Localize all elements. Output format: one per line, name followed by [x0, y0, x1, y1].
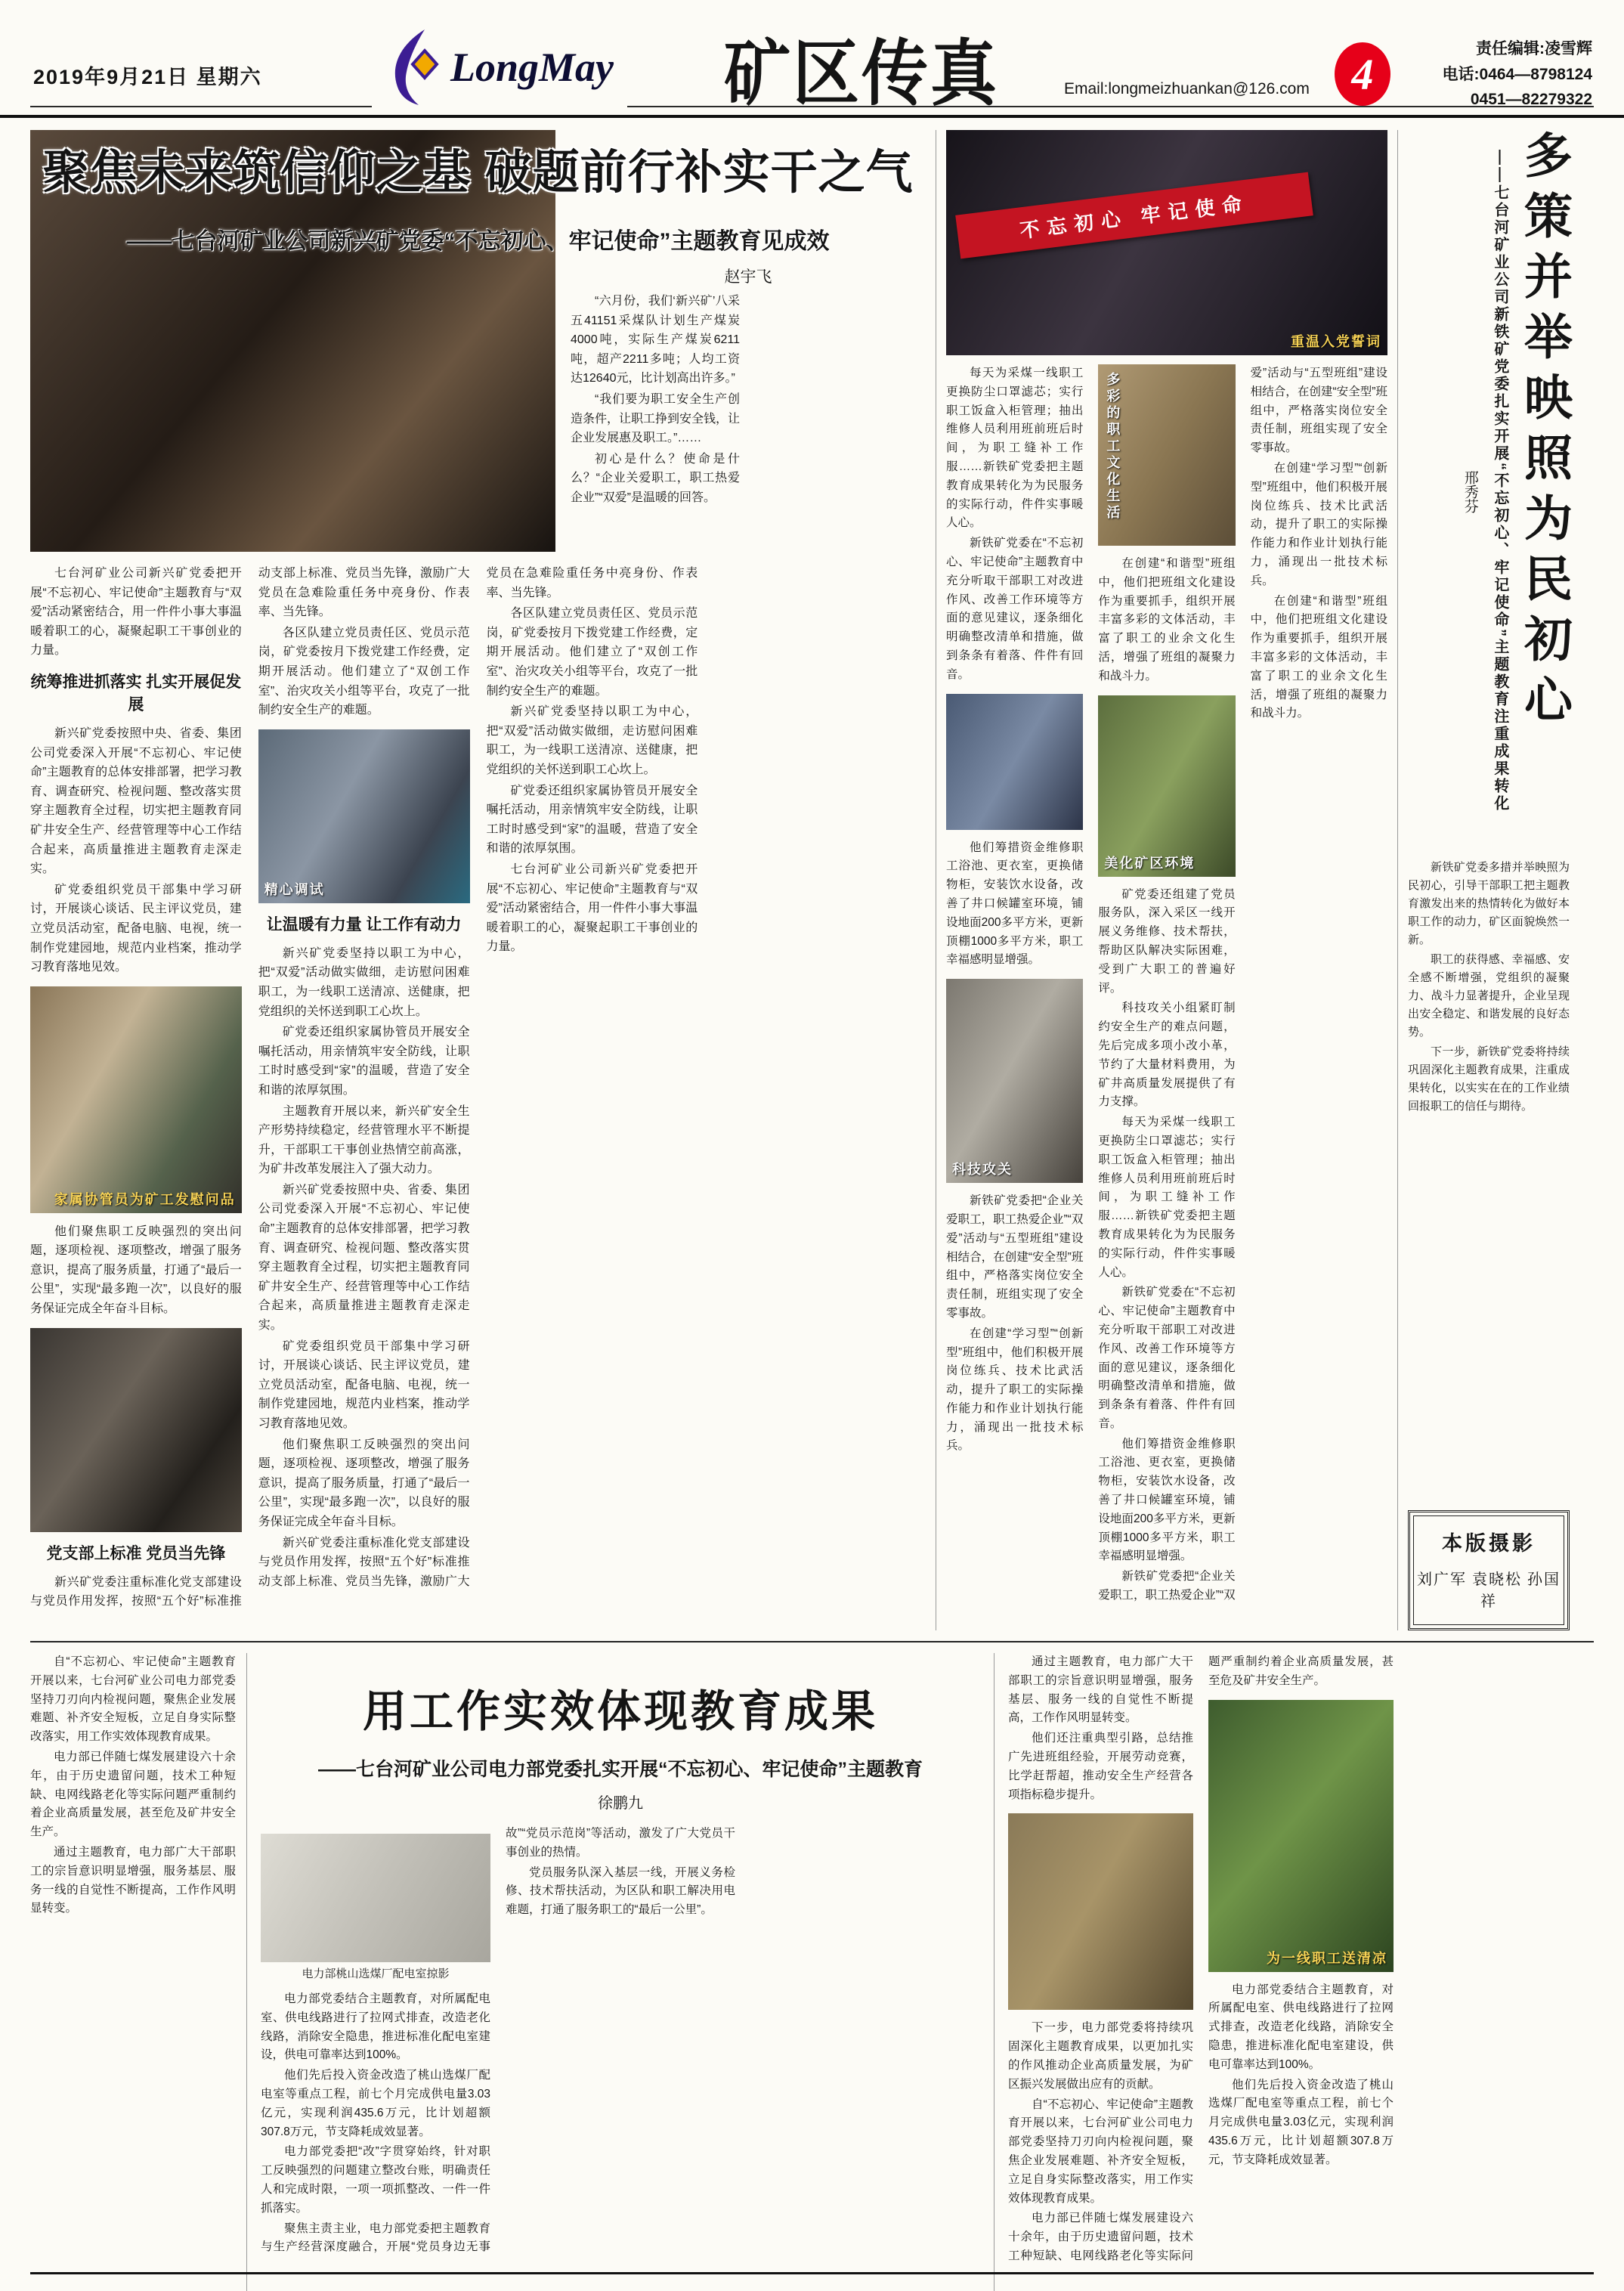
photo-caption: 美化矿区环境 — [1104, 855, 1196, 871]
paragraph: 在创建“学习型”“创新型”班组中，他们积极开展岗位练兵、技术比武活动，提升了职工的实际操作能力和作业计划执行能力，涌现出一批技术标兵。 — [1250, 461, 1387, 587]
contact-email: Email:longmeizhuankan@126.com — [1064, 80, 1310, 98]
paragraph: 在创建“和谐型”班组中，他们把班组文化建设作为重要抓手，组织开展丰富多彩的文体活动，丰富了职工的业余文化生活，增强了班组的凝聚力和战斗力。 — [1098, 557, 1236, 683]
paragraph: 新兴矿党委坚持以职工为中心，把“双爱”活动做实做细，走访慰问困难职工，为一线职工送清凉、送健康，把党组织的关怀送到职工心坎上。 — [258, 946, 470, 1018]
paragraph: 他们还注重典型引路，总结推广先进班组经验，开展劳动竞赛，比学赶帮超，推动安全生产经营各项指标稳步提升。 — [1008, 1732, 1193, 1801]
photo-oath-ceremony — [946, 130, 1387, 355]
paragraph: 各区队建立党员责任区、党员示范岗，矿党委按月下拨党建工作经费，定期开展活动。他们建立了“双创工作室”、治灾攻关小组等平台，攻克了一批制约安全生产的难题。 — [486, 607, 698, 698]
paragraph: 电力部党委结合主题教育，对所属配电室、供电线路进行了拉网式排查，改造老化线路，消除安全隐患，推进标准化配电室建设，供电可靠率达到100%。 — [261, 1992, 490, 2062]
paragraph: 下一步，新铁矿党委将持续巩固深化主题教育成果，注重成果转化，以实实在在的工作业绩回报职工的信任与期待。 — [1408, 1045, 1570, 1113]
article-right-subhead: ——七台河矿业公司新铁矿党委扎实开展“不忘初心、牢记使命”主题教育注重成果转化 — [1491, 150, 1508, 813]
paragraph: 矿党委还组织家属协管员开展安全嘱托活动，用亲情筑牢安全防线，让职工时时感受到“家”的温暖，营造了安全和谐的浓厚氛围。 — [486, 784, 698, 856]
photo-machine-repair — [258, 729, 470, 903]
bottom-article-left-column — [30, 1653, 247, 2291]
photo-worker-team — [946, 694, 1083, 830]
bottom-article — [30, 1641, 1594, 2291]
editor-name: 责任编辑:凌雪辉 — [1476, 40, 1592, 57]
photo-caption: 家属协管员为矿工发慰问品 — [54, 1191, 236, 1207]
article-right — [946, 130, 1387, 1630]
bottom-article-right — [995, 1653, 1594, 2291]
article-right-tail — [1408, 859, 1570, 1503]
paragraph: 自“不忘初心、牢记使命”主题教育开展以来，七台河矿业公司电力部党委坚持刀刃向内检视问题，聚焦企业发展难题、补齐安全短板，立足自身实际整改落实，用工作实效体现教育成果。 — [30, 1655, 236, 1744]
paragraph: 新兴矿党委按照中央、省委、集团公司党委深入开展“不忘初心、牢记使命”主题教育的总体安排部署，把学习教育、调查研究、检视问题、整改落实贯穿主题教育全过程，切实把主题教育同矿井安全生产、经营管理等中心工作结合起来，高质量推进主题教育走深走实。 — [30, 726, 242, 876]
paragraph: 电力部党委结合主题教育，对所属配电室、供电线路进行了拉网式排查，改造老化线路，消除安全隐患，推进标准化配电室建设，供电可靠率达到100%。 — [1208, 1983, 1394, 2071]
masthead-bar — [0, 0, 1624, 118]
paragraph: 矿党委还组织家属协管员开展安全嘱托活动，用亲情筑牢安全防线，让职工时时感受到“家”的温暖，营造了安全和谐的浓厚氛围。 — [258, 1026, 470, 1097]
brand-wordmark: LongMay — [450, 45, 614, 90]
bottom-article-byline: 徐鹏九 — [598, 1795, 643, 1812]
article-right-title-strip — [1408, 130, 1570, 1630]
photo-substation-room — [261, 1834, 490, 1981]
paragraph: 他们聚焦职工反映强烈的突出问题，逐项检视、逐项整改，增强了服务意识，提高了服务质量，打通了“最后一公里”，实现“最多跑一次”，以良好的服务保证完成全年奋斗目标。 — [258, 1438, 470, 1528]
photo-credit-title: 本版摄影 — [1442, 1532, 1536, 1555]
paragraph: 新兴矿党委注重标准化党支部建设与党员作用发挥，按照“五个好”标准推动支部上标准、党员当先锋，激励广大党员在急难险重任务中亮身份、作表率、当先锋。 — [258, 567, 698, 1588]
paragraph: 新兴矿党委按照中央、省委、集团公司党委深入开展“不忘初心、牢记使命”主题教育的总体安排部署，把学习教育、调查研究、检视问题、整改落实贯穿主题教育全过程，切实把主题教育同矿井安全生产、经营管理等中心工作结合起来，高质量推进主题教育走深走实。 — [258, 1183, 470, 1333]
photo-gardening-image — [1098, 695, 1235, 877]
paragraph: 他们先后投入资金改造了桃山选煤厂配电室等重点工程，前七个月完成供电量3.03亿元，实现利润435.6万元，比计划超额307.8万元，节支降耗成效显著。 — [261, 2069, 490, 2138]
photo-workshop — [30, 1328, 242, 1532]
article-main-headline: 聚焦未来筑信仰之基 破题前行补实干之气 — [42, 147, 914, 199]
photo-worker-team-image — [946, 694, 1083, 830]
article-main-subhead: ——七台河矿业公司新兴矿党委“不忘初心、牢记使命”主题教育见成效 — [126, 229, 830, 254]
bottom-article-body — [261, 1825, 980, 2275]
bottom-article-subhead: ——七台河矿业公司电力部党委扎实开展“不忘初心、牢记使命”主题教育 — [317, 1759, 923, 1780]
photo-workshop-image — [30, 1328, 242, 1532]
paragraph: 职工的获得感、幸福感、安全感不断增强，党组织的凝聚力、战斗力显著提升，企业呈现出安全稳定、和谐发展的良好态势。 — [1408, 953, 1570, 1039]
paragraph: 新铁矿党委多措并举映照为民初心，引导干部职工把主题教育激发出来的热情转化为做好本职工作的动力，矿区面貌焕然一新。 — [1408, 861, 1570, 946]
paragraph: 他们聚焦职工反映强烈的突出问题，逐项检视、逐项整改，增强了服务意识，提高了服务质量，打通了“最后一公里”，实现“最多跑一次”，以良好的服务保证完成全年奋斗目标。 — [30, 1224, 242, 1316]
article-right-body — [946, 364, 1387, 1610]
paragraph: 电力部已伴随七煤发展建设六十余年，由于历史遗留问题，技术工种短缺、电网线路老化等实际问题严重制约着企业高质量发展，甚至危及矿井安全生产。 — [1008, 1655, 1394, 2262]
photo-credit-names: 刘广军 袁晓松 孙国祥 — [1417, 1571, 1561, 1610]
photo-caption: 电力部桃山选煤厂配电室掠影 — [302, 1967, 450, 1980]
article-main-header — [30, 130, 926, 553]
photo-cool-drinks-image — [1208, 1700, 1394, 1972]
paragraph: 电力部党委把“改”字贯穿始终，针对职工反映强烈的问题建立整改台账，明确责任人和完成时限，一项一项抓整改、一件一件抓落实。 — [261, 2145, 490, 2215]
paragraph: 七台河矿业公司新兴矿党委把开展“不忘初心、牢记使命”主题教育与“双爱”活动紧密结合，用一件件小事大事温暖着职工的心，凝聚起职工干事创业的力量。 — [30, 567, 242, 658]
photo-machine-repair-image — [258, 729, 470, 903]
issue-date: 2019年9月21日 星期六 — [33, 66, 262, 88]
photo-family-drinks — [30, 986, 242, 1213]
paragraph: “六月份，我们‘新兴矿’八采五41151采煤队计划生产煤炭4000吨，实际生产煤炭6211吨，超产2211多吨；人均工资达12640元，比计划高出许多。” — [571, 295, 740, 385]
paragraph: 他们先后投入资金改造了桃山选煤厂配电室等重点工程，前七个月完成供电量3.03亿元，实现利润435.6万元，比计划超额307.8万元，节支降耗成效显著。 — [1208, 2078, 1394, 2166]
paragraph: 通过主题教育，电力部广大干部职工的宗旨意识明显增强，服务基层、服务一线的自觉性不断提高，工作作风明显转变。 — [30, 1845, 236, 1915]
paragraph: “我们要为职工安全生产创造条件，让职工挣到安全钱，让企业发展惠及职工。”…… — [571, 392, 741, 445]
bottom-article-center — [247, 1653, 995, 2291]
paragraph: 各区队建立党员责任区、党员示范岗，矿党委按月下拨党建工作经费，定期开展活动。他们建立了“双创工作室”、治灾攻关小组等平台，攻克了一批制约安全生产的难题。 — [258, 626, 470, 717]
photo-caption: 科技攻关 — [952, 1162, 1013, 1178]
photo-cool-drinks-delivery — [1208, 1700, 1394, 1972]
photo-gardening — [1098, 695, 1235, 877]
paragraph: 在创建“和谐型”班组中，他们把班组文化建设作为重要抓手，组织开展丰富多彩的文体活动，丰富了职工的业余文化生活，增强了班组的凝聚力和战斗力。 — [1250, 594, 1387, 720]
article-right-headline: 多策并举映照为民初心 — [1517, 130, 1572, 735]
column-rule — [1397, 130, 1398, 1630]
paragraph: 每天为采煤一线职工更换防尘口罩滤芯；实行职工饭盒入柜管理；抽出维修人员利用班前班后时间，为职工缝补工作服……新铁矿党委把主题教育成果转化为为民服务的实际行动，件件实事暖人心。 — [946, 367, 1084, 530]
paragraph: 新兴矿党委坚持以职工为中心，把“双爱”活动做实做细，走访慰问困难职工，为一线职工送清凉、送健康，把党组织的关怀送到职工心坎上。 — [486, 705, 698, 776]
photo-substation-room-image — [261, 1834, 490, 1962]
photo-family-drinks-image — [30, 986, 242, 1213]
editor-info — [1443, 36, 1592, 113]
paragraph: 新兴矿党委注重标准化党支部建设与党员作用发挥，按照“五个好”标准推动支部上标准、党员当先锋，激励广大党员在急难险重任务中亮身份、作表率、当先锋。 — [30, 567, 470, 1608]
paragraph: 矿党委组织党员干部集中学习研讨，开展谈心谈话、民主评议党员，建立党员活动室，配备电脑、电视，统一制作党建园地，规范内业档案，推动学习教育落地见效。 — [258, 1339, 470, 1430]
photo-field-work-image — [1008, 1813, 1193, 2010]
section-head: 统筹推进抓落实 扎实开展促发展 — [30, 673, 242, 714]
page-bottom-rule — [30, 2272, 1594, 2274]
section-head: 党支部上标准 党员当先锋 — [46, 1544, 226, 1562]
red-banner: 不忘初心 牢记使命 — [955, 172, 1313, 259]
photo-caption: 精心调试 — [264, 881, 325, 897]
photo-science-image — [946, 979, 1083, 1183]
photo-credit-inner — [1413, 1515, 1564, 1625]
paragraph: 通过主题教育，电力部广大干部职工的宗旨意识明显增强，服务基层、服务一线的自觉性不断提高，工作作风明显转变。 — [1008, 1655, 1193, 1725]
photo-credit-box — [1408, 1510, 1570, 1630]
bottom-article-headline: 用工作实效体现教育成果 — [362, 1687, 878, 1736]
paragraph: 初心是什么？使命是什么？“企业关爱职工，职工热爱企业”“双爱”是温暖的回答。 — [571, 452, 740, 504]
paragraph: 新铁矿党委在“不忘初心、牢记使命”主题教育中充分听取干部职工对改进作风、改善工作环境等方面的意见建议，逐条细化明确整改清单和措施，做到条条有着落、件件有回音。 — [946, 537, 1084, 681]
photo-science — [946, 979, 1083, 1183]
paragraph: 电力部已伴随七煤发展建设六十余年，由于历史遗留问题，技术工种短缺、电网线路老化等实际问题严重制约着企业高质量发展，甚至危及矿井安全生产。 — [30, 1750, 236, 1839]
paragraph: 他们筹措资金维修职工浴池、更衣室，更换储物柜，安装饮水设备，改善了井口候罐室环境，铺设地面200多平方米，更新顶棚1000多平方米，职工幸福感明显增强。 — [946, 841, 1084, 967]
paragraph: 矿党委还组建了党员服务队，深入采区一线开展义务维修、技术帮扶，帮助区队解决实际困难，受到广大职工的普遍好评。 — [1098, 887, 1236, 995]
paragraph: 新铁矿党委把“企业关爱职工，职工热爱企业”“双爱”活动与“五型班组”建设相结合，在创建“安全型”班组中，严格落实岗位安全责任制，班组实现了安全零事故。 — [1098, 367, 1387, 1602]
article-main-body — [30, 564, 926, 1621]
paragraph: 矿党委组织党员干部集中学习研讨，开展谈心谈话、民主评议党员，建立党员活动室，配备电脑、电视，统一制作党建园地，规范内业档案，推动学习教育落地见效。 — [30, 883, 242, 974]
longmay-logo — [372, 26, 627, 109]
longmay-logo-icon — [385, 28, 440, 107]
photo-caption: 多彩的职工文化生活 — [1105, 372, 1121, 522]
article-right-byline: 邢秀芬 — [1462, 469, 1478, 513]
vertical-title-block — [1408, 130, 1570, 853]
paragraph: 党员服务队深入基层一线，开展义务检修、技术帮扶活动，为区队和职工解决用电难题，打通了服务职工的“最后一公里”。 — [506, 1865, 735, 1917]
paragraph: 每天为采煤一线职工更换防尘口罩滤芯；实行职工饭盒入柜管理；抽出维修人员利用班前班后时间，为职工缝补工作服……新铁矿党委把主题教育成果转化为为民服务的实际行动，件件实事暖人心。 — [1098, 1116, 1236, 1279]
paragraph: 七台河矿业公司新兴矿党委把开展“不忘初心、牢记使命”主题教育与“双爱”活动紧密结合，用一件件小事大事温暖着职工的心，凝聚起职工干事创业的力量。 — [486, 862, 698, 954]
photo-caption: 重温入党誓词 — [1291, 334, 1381, 349]
paragraph: 新铁矿党委把“企业关爱职工，职工热爱企业”“双爱”活动与“五型班组”建设相结合，在创建“安全型”班组中，严格落实岗位安全责任制，班组实现了安全零事故。 — [946, 1194, 1084, 1320]
paragraph: 自“不忘初心、牢记使命”主题教育开展以来，七台河矿业公司电力部党委坚持刀刃向内检视问题，聚焦企业发展难题、补齐安全短板，立足自身实际整改落实，用工作实效体现教育成果。 — [1008, 2098, 1193, 2205]
paragraph: 科技攻关小组紧盯制约安全生产的难点问题，先后完成多项小改小革，节约了大量材料费用，为矿井高质量发展提供了有力支撑。 — [1098, 1002, 1236, 1109]
page-title: 矿区传真 — [724, 33, 1000, 114]
section-head: 让温暖有力量 让工作有动力 — [266, 915, 462, 933]
article-main-byline: 赵宇飞 — [724, 268, 772, 286]
top-section — [0, 118, 1624, 1630]
photo-tug-of-war — [1098, 364, 1235, 546]
article-main — [30, 130, 926, 1630]
editor-phone-1: 电话:0464—8798124 — [1442, 65, 1592, 83]
article-main-lead — [571, 292, 926, 552]
paragraph: 主题教育开展以来，新兴矿安全生产形势持续稳定，经营管理水平不断提升，干部职工干事创业热情空前高涨，为矿井改革发展注入了强大动力。 — [258, 1104, 470, 1176]
paragraph: 在创建“学习型”“创新型”班组中，他们积极开展岗位练兵、技术比武活动，提升了职工的实际操作能力和作业计划执行能力，涌现出一批技术标兵。 — [946, 1327, 1084, 1453]
photo-caption: 为一线职工送清凉 — [1267, 1950, 1387, 1966]
paragraph: 下一步，电力部党委将持续巩固深化主题教育成果，以更加扎实的作风推动企业高质量发展，为矿区振兴发展做出应有的贡献。 — [1008, 2021, 1193, 2091]
page-number-badge: 4 — [1335, 42, 1390, 106]
paragraph: 聚焦主责主业，电力部党委把主题教育与生产经营深度融合，开展“党员身边无事故”“党员示范岗”等活动，激发了广大党员干事创业的热情。 — [261, 1827, 735, 2254]
photo-field-work — [1008, 1813, 1193, 2010]
paragraph: 他们筹措资金维修职工浴池、更衣室，更换储物柜，安装饮水设备，改善了井口候罐室环境，铺设地面200多平方米，更新顶棚1000多平方米，职工幸福感明显增强。 — [1098, 1437, 1236, 1563]
paragraph: 新铁矿党委在“不忘初心、牢记使命”主题教育中充分听取干部职工对改进作风、改善工作环境等方面的意见建议，逐条细化明确整改清单和措施，做到条条有着落、件件有回音。 — [1098, 1286, 1236, 1430]
editor-phone-2: 0451—82279322 — [1470, 91, 1592, 109]
